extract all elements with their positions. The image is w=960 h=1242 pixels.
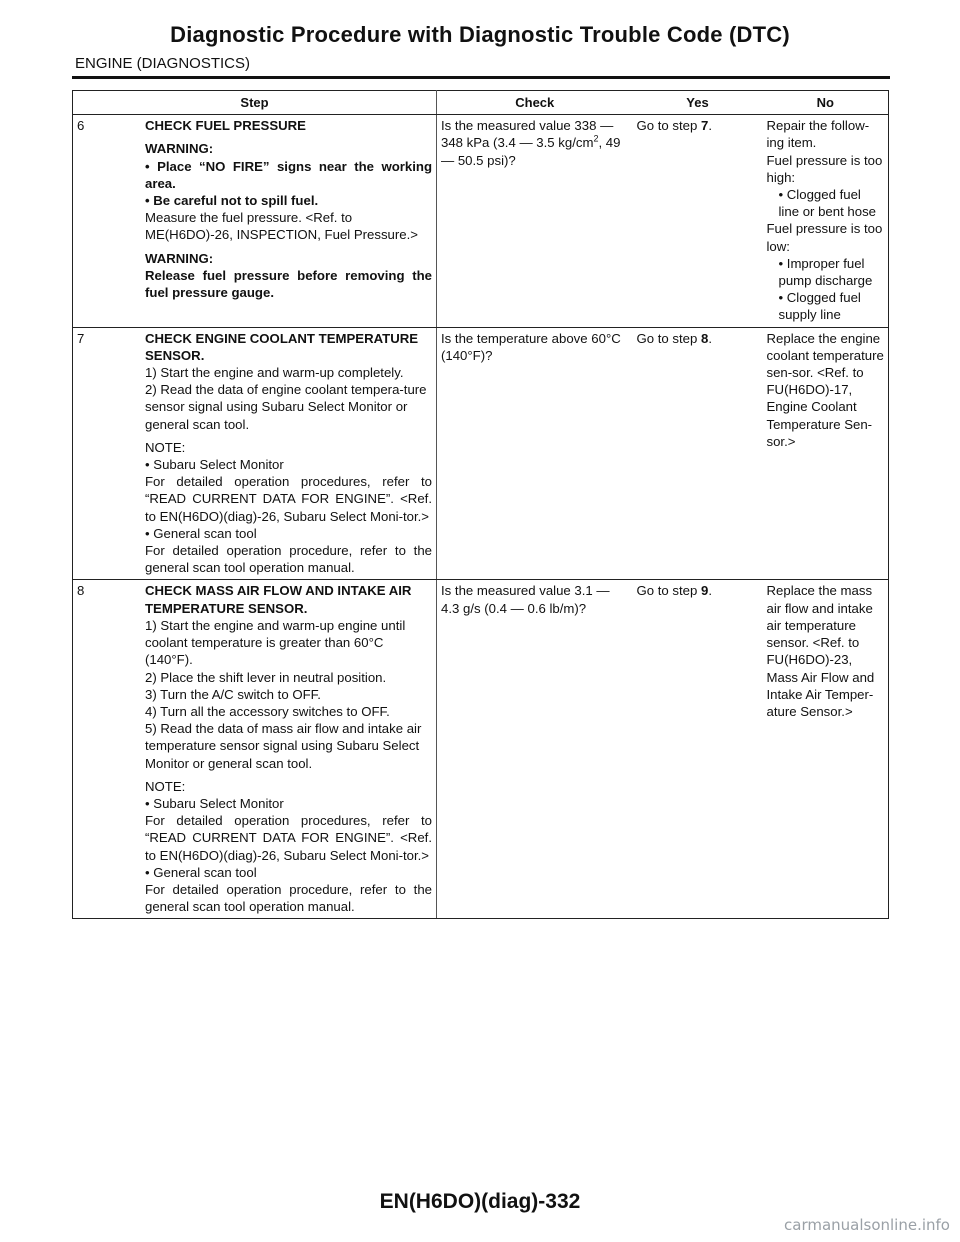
note-bullet: • Subaru Select Monitor — [145, 457, 284, 473]
procedure-step: 5) Read the data of mass air flow and intake air temperature sensor signal using Subaru Select Monitor or general scan tool. — [145, 721, 422, 771]
procedure-step: 4) Turn all the accessory switches to OFF. — [145, 703, 390, 719]
check-cell: Is the measured value 3.1 — 4.3 g/s (0.4 — 0.6 lb/m)? — [437, 580, 633, 919]
no-text: Repair the follow-ing item. — [766, 118, 870, 151]
table-header-row — [73, 91, 889, 115]
no-bullet: • Clogged fuel supply line — [778, 290, 861, 323]
yes-cell — [633, 580, 763, 919]
yes-text: Go to step — [636, 583, 702, 599]
check-cell — [437, 115, 633, 327]
yes-suffix: . — [708, 118, 713, 134]
table-row — [73, 580, 889, 919]
step-title: CHECK FUEL PRESSURE — [145, 118, 306, 134]
step-cell — [73, 327, 437, 580]
page-number: EN(H6DO)(diag)-332 — [379, 1190, 581, 1213]
step-number: 7 — [77, 330, 85, 346]
no-cell: Replace the mass air flow and intake air temperature sensor. <Ref. to FU(H6DO)-23, Mass Air Flow and Intake Air Temper-ature Sensor.> — [763, 580, 889, 919]
no-cell — [763, 115, 889, 327]
no-text: Fuel pressure is too high: — [766, 152, 883, 185]
column-header-step: Step — [73, 91, 437, 115]
step-cell — [73, 115, 437, 327]
warning-bullet: • Place “NO FIRE” signs near the working area. — [145, 158, 432, 191]
yes-text: Go to step — [636, 118, 702, 134]
section-name: ENGINE (DIAGNOSTICS) — [75, 55, 251, 72]
note-bullet: • General scan tool — [145, 525, 257, 541]
check-superscript: 2 — [593, 134, 599, 145]
check-cell: Is the temperature above 60°C (140°F)? — [437, 327, 633, 580]
procedure-step: 1) Start the engine and warm-up completely. — [145, 365, 404, 381]
table-row — [73, 327, 889, 580]
yes-step-number: 9 — [701, 583, 709, 599]
column-header-no: No — [763, 91, 889, 115]
step-cell — [73, 580, 437, 919]
note-text: For detailed operation procedures, refer to “READ CURRENT DATA FOR ENGINE”. <Ref. to EN(H6DO)(diag)-26, Subaru Select Moni-tor.> — [145, 813, 432, 863]
note-bullet: • General scan tool — [145, 864, 257, 880]
note-label: NOTE: — [145, 439, 186, 455]
no-cell: Replace the engine coolant temperature sen-sor. <Ref. to FU(H6DO)-17, Engine Coolant Temperature Sen-sor.> — [763, 327, 889, 580]
step-title: CHECK MASS AIR FLOW AND INTAKE AIR TEMPERATURE SENSOR. — [145, 583, 412, 616]
step-number: 8 — [77, 583, 85, 599]
table-row — [73, 115, 889, 327]
no-bullet: • Improper fuel pump discharge — [778, 255, 873, 289]
yes-step-number: 8 — [701, 330, 709, 346]
title-rule — [72, 76, 890, 79]
note-text: For detailed operation procedures, refer to “READ CURRENT DATA FOR ENGINE”. <Ref. to EN(H6DO)(diag)-26, Subaru Select Moni-tor.> — [145, 474, 432, 524]
yes-text: Go to step — [636, 330, 702, 346]
no-bullet: • Clogged fuel line or bent hose — [778, 187, 877, 220]
warning-bullet: • Be careful not to spill fuel. — [145, 193, 319, 209]
warning-label: WARNING: — [145, 141, 214, 157]
note-bullet: • Subaru Select Monitor — [145, 795, 284, 811]
step-title: CHECK ENGINE COOLANT TEMPERATURE SENSOR. — [145, 330, 419, 363]
yes-cell — [633, 327, 763, 580]
page-title: Diagnostic Procedure with Diagnostic Trouble Code (DTC) — [170, 22, 790, 47]
yes-cell — [633, 115, 763, 327]
procedure-step: 1) Start the engine and warm-up engine until coolant temperature is greater than 60°C (140°F). — [145, 617, 406, 668]
yes-step-number: 7 — [701, 118, 709, 134]
check-text-end: , 49 — 50.5 psi)? — [441, 135, 621, 168]
note-text: For detailed operation procedure, refer to the general scan tool operation manual. — [145, 543, 432, 576]
column-header-yes: Yes — [633, 91, 763, 115]
procedure-step: 2) Read the data of engine coolant tempera-ture sensor signal using Subaru Select Monitor or general scan tool. — [145, 382, 427, 432]
warning-text: Release fuel pressure before removing the fuel pressure gauge. — [145, 267, 432, 301]
note-label: NOTE: — [145, 778, 186, 794]
column-header-check: Check — [437, 91, 633, 115]
procedure-text: Measure the fuel pressure. <Ref. to ME(H6DO)-26, INSPECTION, Fuel Pressure.> — [145, 210, 418, 243]
watermark: carmanualsonline.info — [784, 1216, 950, 1234]
procedure-step: 2) Place the shift lever in neutral position. — [145, 669, 387, 685]
diagnostic-table — [72, 90, 889, 919]
note-text: For detailed operation procedure, refer to the general scan tool operation manual. — [145, 881, 432, 915]
step-number: 6 — [77, 118, 85, 134]
yes-suffix: . — [708, 583, 713, 599]
yes-suffix: . — [708, 330, 713, 346]
warning-label: WARNING: — [145, 250, 214, 266]
procedure-step: 3) Turn the A/C switch to OFF. — [145, 686, 321, 702]
check-text: Is the measured value 338 — 348 kPa (3.4 — 3.5 kg/cm — [441, 118, 614, 151]
no-text: Fuel pressure is too low: — [766, 221, 883, 254]
